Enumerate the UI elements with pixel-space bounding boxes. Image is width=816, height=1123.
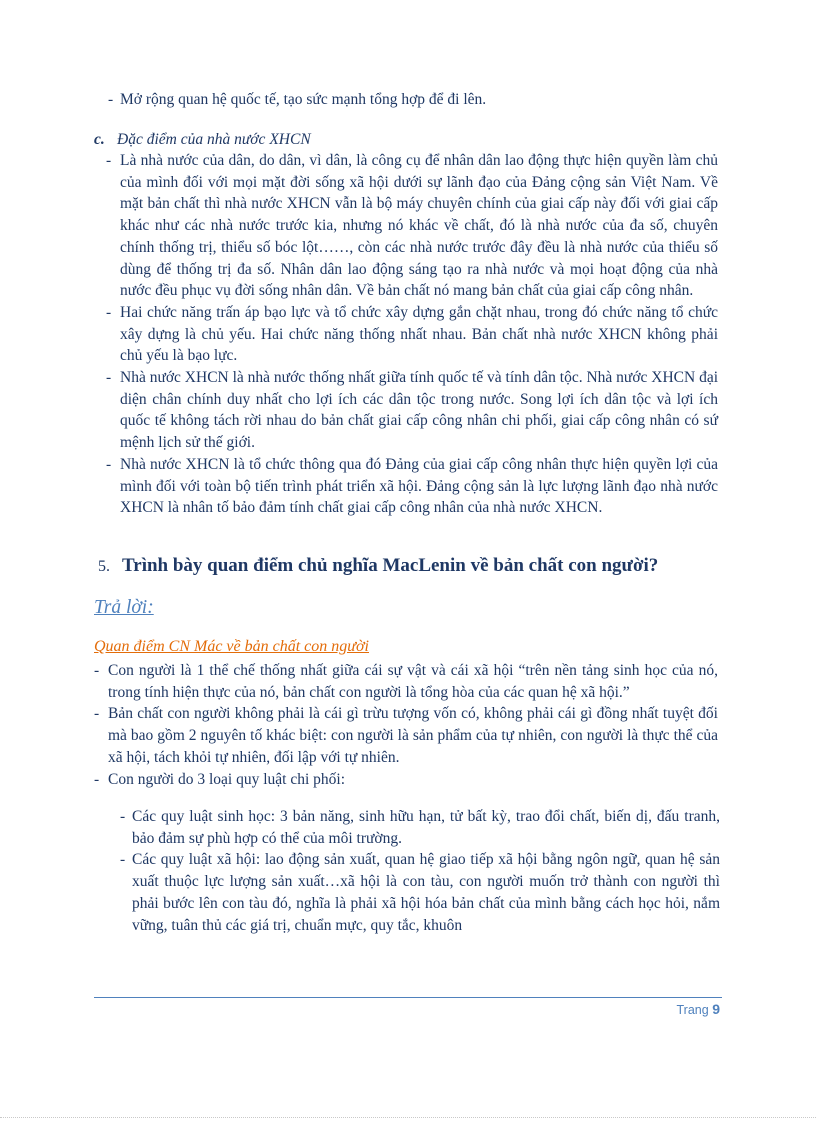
list-item-text: Con người là 1 thể chế thống nhất giữa cái sự vật và cái xã hội “trên nền tảng sinh học của nó, trong tính hiện thực của nó, bản chất con người là tổng hòa của các quan hệ xã hội.” (108, 662, 718, 701)
list-item (94, 660, 718, 703)
section-c-label: c. (94, 131, 105, 148)
page-number: 9 (712, 1001, 720, 1017)
answer-list (94, 660, 718, 790)
bullet-dash: - (108, 91, 114, 108)
list-item (94, 769, 718, 791)
bullet-dash: - (120, 808, 126, 825)
section-c-heading (94, 131, 311, 149)
question-text: Trình bày quan điểm chủ nghĩa MacLenin về bản chất con người? (122, 555, 659, 576)
list-item-text: Hai chức năng trấn áp bạo lực và tổ chức xây dựng gắn chặt nhau, trong đó chức năng tổ chức xây dựng là chủ yếu. Hai chức năng thống nhất nhau. Bản chất nhà nước XHCN không phải chủ yếu là bạo lực. (120, 303, 718, 365)
list-item-text: Con người do 3 loại quy luật chi phối: (108, 770, 346, 788)
list-item (106, 454, 718, 519)
intro-list-item (108, 89, 748, 111)
list-item (106, 150, 718, 302)
bullet-dash: - (106, 455, 112, 473)
section-c-list (106, 150, 718, 519)
list-item-text: Nhà nước XHCN là tổ chức thông qua đó Đảng của giai cấp công nhân thực hiện quyền lợi của mình đối với toàn bộ tiến trình phát triển xã hội. Đảng cộng sản là lực lượng lãnh đạo nhà nước XHCN là nhân tố bảo đảm tính chất giai cấp công nhân của nhà nước XHCN. (120, 455, 718, 517)
question-5-heading (98, 555, 738, 577)
list-item (106, 302, 718, 367)
bullet-dash: - (94, 662, 100, 679)
bullet-dash: - (94, 705, 100, 723)
bullet-dash: - (120, 851, 126, 869)
question-number: 5. (98, 558, 110, 575)
subheading: Quan điểm CN Mác về bản chất con người (94, 638, 369, 655)
list-item-text: Các quy luật xã hội: lao động sản xuất, quan hệ giao tiếp xã hội bằng ngôn ngữ, quan hệ sản xuất thuộc lực lượng sản xuất…xã hội là con tàu, con người muốn trở thành con người thì phải bước lên con tàu đó, nghĩa là phải xã hội hóa bản chất của mình bằng cách học hỏi, nắm vững, tuân thủ các giá trị, chuẩn mực, quy tắc, khuôn (132, 851, 720, 934)
page-boundary-divider (0, 1117, 816, 1118)
list-item-text: Là nhà nước của dân, do dân, vì dân, là công cụ để nhân dân lao động thực hiện quyền làm chủ của mình đối với mọi mặt đời sống xã hội dưới sự lãnh đạo của Đảng cộng sản Việt Nam. Về mặt bản chất thì nhà nước XHCN vẫn là bộ máy chuyên chính của giai cấp này đối với giai cấp khác như các nhà nước trước kia, nhưng nó khác về chất, đó là nhà nước của đa số, chuyên chính thống trị, thiểu số bóc lột……, còn các nhà nước trước đây đều là nhà nước của thiểu số dùng để thống trị đa số. Nhân dân lao động sáng tạo ra nhà nước và mọi hoạt động của nhà nước đều phục vụ đời sống nhân dân. Về bản chất nó mang bản chất của giai cấp công nhân. (120, 152, 718, 300)
bullet-dash: - (106, 369, 112, 387)
nested-list-item (120, 806, 720, 849)
bullet-dash: - (106, 303, 112, 321)
list-item (94, 703, 718, 768)
nested-list (120, 806, 720, 936)
list-item-text: Bản chất con người không phải là cái gì trừu tượng vốn có, không phải cái gì đồng nhất tuyệt đối mà bao gồm 2 nguyên tố khác biệt: con người là sản phẩm của tự nhiên, con người là thực thể của xã hội, tách khỏi tự nhiên, đối lập với tự nhiên. (108, 705, 718, 766)
list-item-text: Các quy luật sinh học: 3 bản năng, sinh hữu hạn, tử bất kỳ, trao đổi chất, biến dị, đấu tranh, bảo đảm sự phù hợp có thể của môi trường. (132, 808, 720, 847)
bullet-dash: - (94, 770, 100, 788)
list-item-text: Nhà nước XHCN là nhà nước thống nhất giữa tính quốc tế và tính dân tộc. Nhà nước XHCN đại diện chân chính duy nhất cho lợi ích các dân tộc trong nước. Song lợi ích dân tộc và lợi ích quốc tế không tách rời nhau do bản chất giai cấp công nhân chi phối, giai cấp công nhân có sứ mệnh lịch sử thế giới. (120, 369, 718, 452)
section-c-title: Đặc điểm của nhà nước XHCN (117, 131, 311, 148)
page-footer (677, 1001, 720, 1017)
footer-divider (94, 997, 722, 998)
list-item (106, 367, 718, 454)
bullet-dash: - (106, 152, 112, 169)
answer-label: Trả lời: (94, 597, 154, 618)
nested-list-item (120, 849, 720, 936)
footer-label: Trang (676, 1003, 709, 1017)
intro-item-text: Mở rộng quan hệ quốc tế, tạo sức mạnh tổng hợp để đi lên. (120, 91, 487, 108)
